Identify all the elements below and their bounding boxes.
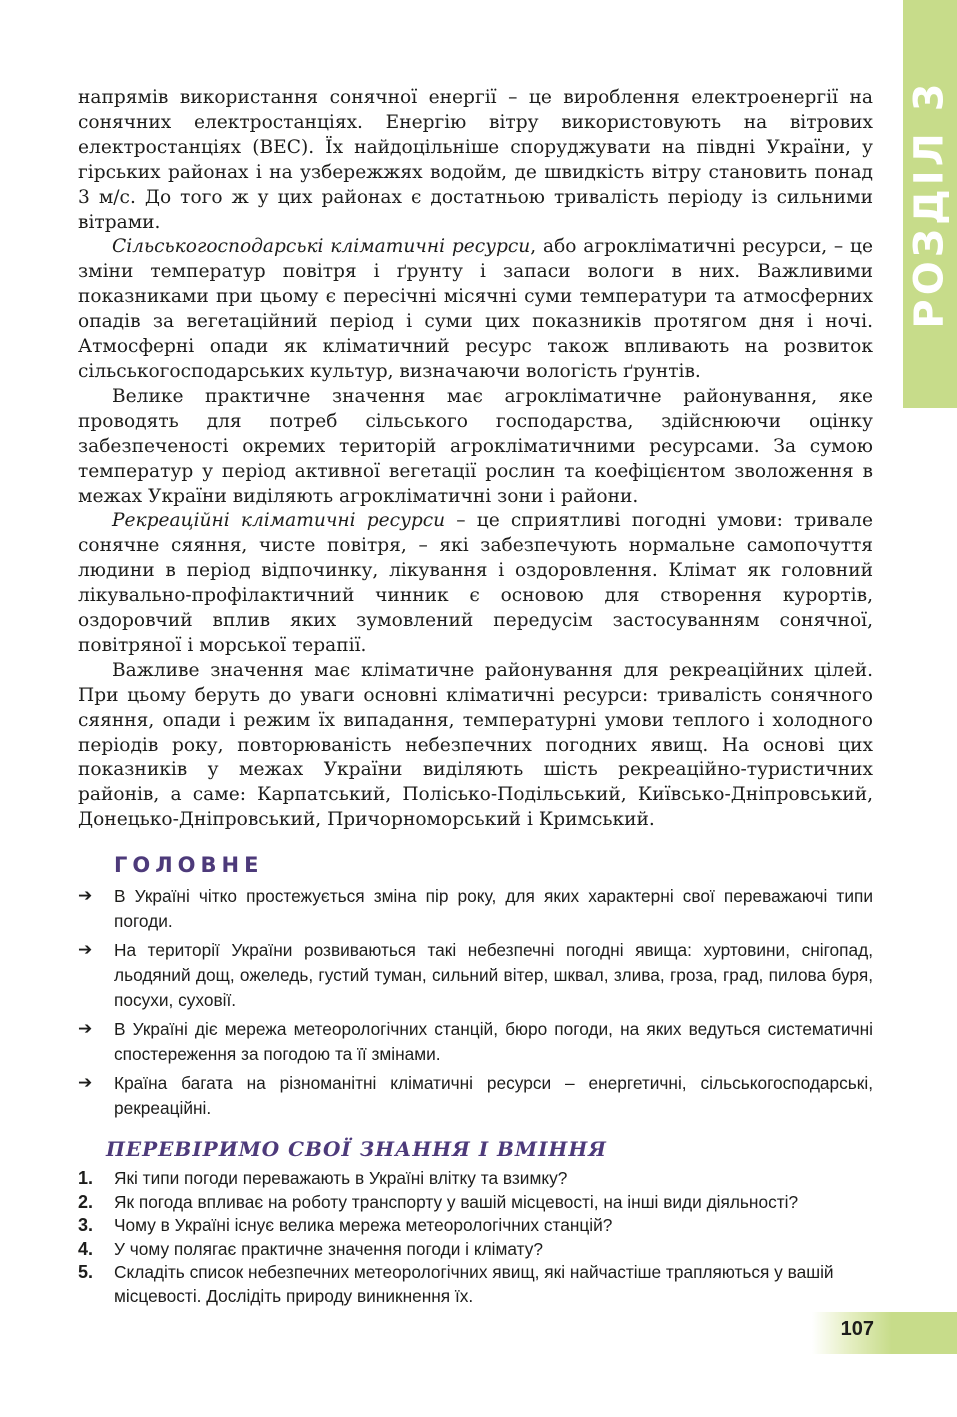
question-text: У чому полягає практичне значення погоди і клімату? <box>114 1238 543 1259</box>
section-tab <box>903 0 957 408</box>
summary-item: ➔ В Україні діє мережа метеорологічних станцій, бюро погоди, на яких ведуться систематичні спостереження за погодою та її змінами. <box>78 1019 873 1065</box>
paragraph-recreation-text: – це сприятливі погодні умови: тривале сонячне сяяння, чисте повітря, – які забезпечують нормальне самопочуття людини в період відпочинку, лікування і оздоровлення. Клімат як головний лікувально-профілактичний чинник є основою для створення курортів, оздоровчий вплив яких зумовлений передусім застосуванням сонячної, повітряної і морської терапії. <box>78 510 873 656</box>
question-item <box>78 1238 873 1262</box>
question-text: Чому в Україні існує велика мережа метеорологічних станцій? <box>114 1215 613 1236</box>
questions-heading: ПЕРЕВІРИМО СВОЇ ЗНАННЯ І ВМІННЯ <box>106 1137 607 1162</box>
summary-item: ➔ Країна багата на різноманітні кліматичні ресурси – енергетичні, сільськогосподарські, рекреаційні. <box>78 1073 873 1119</box>
question-text: Як погода впливає на роботу транспорту у вашій місцевості, на інші види діяльності? <box>114 1191 799 1212</box>
arrow-icon: ➔ <box>78 1073 93 1094</box>
question-text: Складіть список небезпечних метеорологічних явищ, які найчастіше трапляються у вашій місцевості. Дослідіть природу виникнення їх. <box>114 1262 834 1306</box>
summary-list <box>78 884 873 1121</box>
term-agro-resources: Сільськогосподарські кліматичні ресурси <box>112 236 531 258</box>
question-number: 1. <box>78 1168 94 1189</box>
question-item <box>78 1191 873 1215</box>
summary-item: ➔ На території України розвиваються такі небезпечні погодні явища: хуртовини, снігопад, льодяний дощ, ожеледь, густий туман, сильний вітер, шквал, злива, гроза, град, пилова буря, посухи, суховії. <box>78 940 873 1011</box>
question-number: 4. <box>78 1238 94 1259</box>
paragraph-agro-zoning: Велике практичне значення має агрокліматичне районування, яке проводять для потреб сільського господарства, здійснюючи оцінку забезпеченості окремих територій агрокліматичними ресурсами. За сумою температур у період активної вегетації рослин та коефіцієнтом зволоження в межах України виділяють агрокліматичні зони і райони. <box>78 385 873 507</box>
summary-heading: ГОЛОВНЕ <box>114 853 264 878</box>
summary-item: ➔ В Україні чітко простежується зміна пір року, для яких характерні свої переважаючі типи погоди. <box>78 886 873 932</box>
question-number: 5. <box>78 1262 94 1283</box>
question-item <box>78 1214 873 1238</box>
question-number: 2. <box>78 1191 94 1212</box>
section-tab-label: РОЗДІЛ 3 <box>907 79 954 329</box>
paragraph-recreation-zoning: Важливе значення має кліматичне районування для рекреаційних цілей. При цьому беруть до уваги основні кліматичні ресурси: тривалість сонячного сяяння, опади і режим їх випадання, температурні умови теплого і холодного періодів року, повторюваність небезпечних погодних явищ. На основі цих показників у межах України виділяють шість рекреаційно-туристичних районів, а саме: Карпатський, Полісько-Подільський, Київсько-Дніпровський, Донецько-Дніпровський, Причорноморський і Кримський. <box>78 659 873 831</box>
arrow-icon: ➔ <box>78 1019 93 1040</box>
paragraph-agro-text: , або агрокліматичні ресурси, – це зміни температур повітря і ґрунту і запаси вологи в них. Важливими показниками при цьому є пересічні місячні суми температури та атмосферних опадів за вегетаційний період і суми цих показників протягом дня і ночі. Атмосферні опади як кліматичний ресурс також впливають на розвиток сільськогосподарських культур, визначаючи вологість ґрунтів. <box>78 236 873 382</box>
term-recreation-resources: Рекреаційні кліматичні ресурси <box>112 510 446 532</box>
questions-list <box>78 1167 873 1308</box>
question-text: Які типи погоди переважають в Україні влітку та взимку? <box>114 1168 568 1189</box>
arrow-icon: ➔ <box>78 886 93 907</box>
paragraph-solar-wind: напрямів використання сонячної енергії – це вироблення електроенергії на сонячних електростанціях. Енергію вітру використовують на вітрових електростанціях (ВЕС). Їх найдоцільніше споруджувати на півдні України, у гірських районах і на узбережжях водойм, де швидкість вітру становить понад 3 м/с. До того ж у цих районах є достатньою тривалість періоду із сильними вітрами. <box>78 87 873 233</box>
question-item <box>78 1261 873 1308</box>
question-item <box>78 1167 873 1191</box>
page-number: 107 <box>840 1318 874 1340</box>
paragraph-recreation-resources <box>78 509 873 658</box>
page-content <box>78 86 873 1308</box>
arrow-icon: ➔ <box>78 940 93 961</box>
paragraph-agro-resources <box>78 235 873 384</box>
question-number: 3. <box>78 1215 94 1236</box>
